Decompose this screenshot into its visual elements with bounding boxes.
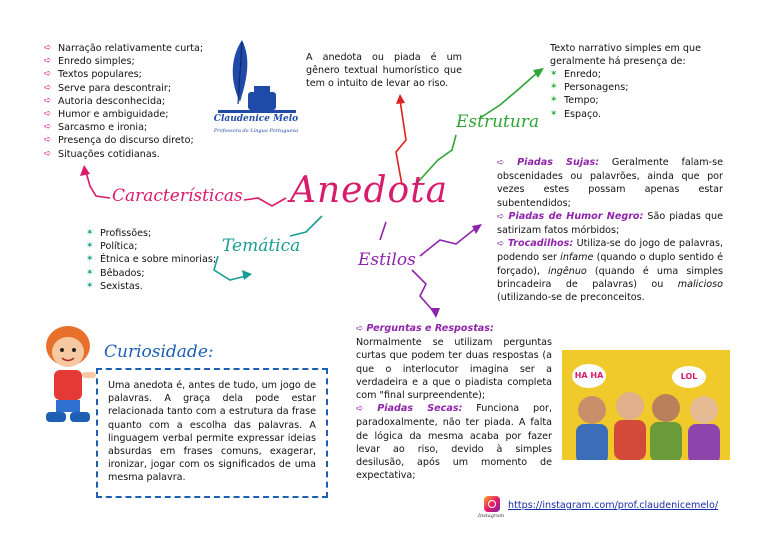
list-item: ✶ Política;	[86, 241, 138, 253]
arrow-bullet-icon: ➪	[44, 95, 52, 106]
estilo-sujas: ➪ Piadas Sujas: Geralmente falam-se obscenidades ou palavrões, ainda que por vezes estes possam apenas estar subentendidos;	[497, 157, 723, 209]
arrow-bullet-icon: ➪	[44, 109, 52, 120]
estilo-secas: ➪ Piadas Secas: Funciona por, paradoxalmente, não ter piada. A falta de lógica da mesma acaba por fazer levar ao riso, devido à simples desilusão, após um momento de expectativa;	[356, 403, 552, 482]
arrow-estilos-right	[420, 228, 476, 256]
star-bullet-icon: ✶	[86, 254, 94, 265]
star-bullet-icon: ✶	[550, 69, 558, 79]
star-bullet-icon: ✶	[86, 228, 94, 238]
list-item: ➪ Presença do discurso direto;	[44, 135, 194, 147]
list-item: ➪ Enredo simples;	[44, 56, 135, 68]
list-item: ✶ Sexistas.	[86, 280, 143, 292]
arrow-bullet-icon: ➪	[497, 239, 508, 250]
list-item: ➪ Humor e ambiguidade;	[44, 109, 169, 121]
logo-subtitle: Professora de Língua Portuguesa	[213, 128, 299, 134]
list-item: ✶ Tempo;	[550, 95, 599, 107]
arrow-bullet-icon: ➪	[356, 324, 367, 334]
arrow-tematica	[290, 216, 322, 236]
speech-bubble-lol: LOL	[672, 366, 706, 388]
caracteristicas-list	[44, 42, 203, 161]
arrow-bullet-icon: ➪	[44, 56, 52, 67]
list-item: ➪ Narração relativamente curta;	[44, 43, 204, 54]
estilos-types-2	[356, 322, 552, 482]
arrow-bullet-icon: ➪	[497, 158, 518, 168]
speech-bubble-haha: HA HA	[572, 364, 606, 388]
instagram-caption: Instagram	[478, 513, 505, 519]
instagram-link[interactable]: https://instagram.com/prof.claudenicemelo/	[508, 500, 719, 511]
arrow-tematica-2	[214, 256, 246, 280]
arrow-caracteristicas-2	[86, 172, 110, 198]
star-bullet-icon: ✶	[550, 82, 558, 93]
list-item: ✶ Espaço.	[550, 108, 602, 120]
list-item: ➪ Serve para descontrair;	[44, 82, 172, 94]
list-item: ✶ Personagens;	[550, 82, 629, 94]
list-item: ✶ Étnica e sobre minorias;	[86, 254, 217, 266]
logo-name: Claudenice Melo	[213, 114, 299, 124]
tematica-list	[86, 227, 216, 293]
list-item: ✶ Profissões;	[86, 228, 152, 239]
arrow-estilos	[380, 222, 386, 240]
list-item: ➪ Textos populares;	[44, 69, 142, 81]
arrow-bullet-icon: ➪	[44, 122, 52, 133]
center-title: Anedota	[290, 170, 449, 211]
arrow-bullet-icon: ➪	[44, 135, 52, 146]
list-item: ➪ Autoria desconhecida;	[44, 95, 166, 107]
estrutura-intro: Texto narrativo simples em que geralmente há presença de:	[550, 43, 701, 68]
arrow-estilos-down	[412, 270, 434, 312]
definition-text: A anedota ou piada é um gênero textual humorístico que tem o intuito de levar ao riso.	[306, 52, 462, 90]
estilos-types	[497, 156, 723, 304]
curiosidade-label: Curiosidade:	[104, 342, 214, 362]
arrow-caracteristicas	[244, 198, 286, 206]
curiosidade-box	[96, 368, 328, 498]
list-item: ✶ Enredo;	[550, 69, 601, 80]
estilo-perguntas: ➪ Perguntas e Respostas: Normalmente se utilizam perguntas curtas que podem ter duas respostas (a que o interlocutor imagina ser a verdadeira e a que o piadista completa com "final surpreendente);	[356, 323, 552, 402]
arrow-bullet-icon: ➪	[497, 211, 509, 222]
arrow-bullet-icon: ➪	[44, 69, 52, 80]
caracteristicas-label: Características	[112, 186, 243, 206]
arrow-bullet-icon: ➪	[44, 43, 52, 53]
star-bullet-icon: ✶	[86, 241, 94, 252]
star-bullet-icon: ✶	[550, 95, 558, 106]
logo	[212, 38, 300, 148]
list-item: ➪ Situações cotidianas.	[44, 148, 160, 160]
estilo-humor-negro: ➪ Piadas de Humor Negro: São piadas que satirizam fatos mórbidos;	[497, 210, 723, 237]
cartoon-boy	[38, 320, 102, 432]
quill-ink-icon	[212, 38, 300, 118]
star-bullet-icon: ✶	[550, 108, 558, 119]
star-bullet-icon: ✶	[86, 280, 94, 291]
list-item: ✶ Bêbados;	[86, 267, 145, 279]
estilo-trocadilhos: ➪ Trocadilhos: Utiliza-se do jogo de palavras, podendo ser infame (quando o duplo sentido é forçado), ingênuo (quando é uma simples brincadeira de palavras) ou malicioso (utilizando-se de preconceitos.	[497, 238, 724, 304]
laughing-people-photo	[562, 350, 730, 460]
arrow-bullet-icon: ➪	[44, 148, 52, 159]
instagram-icon[interactable]	[484, 496, 500, 512]
list-item: ➪ Sarcasmo e ironia;	[44, 122, 148, 134]
estrutura-label: Estrutura	[456, 112, 540, 132]
star-bullet-icon: ✶	[86, 267, 94, 278]
arrow-bullet-icon: ➪	[44, 82, 52, 93]
boy-illustration-icon	[38, 320, 102, 432]
estilos-label: Estilos	[358, 250, 416, 270]
estrutura-list	[550, 68, 628, 121]
arrow-bullet-icon: ➪	[356, 404, 378, 415]
tematica-label: Temática	[222, 236, 301, 256]
curiosidade-text: Uma anedota é, antes de tudo, um jogo de palavras. A graça dela pode estar relacionada tanto com a estrutura da frase quanto com a escolha das palavras. A linguagem verbal permite expressar ideias absurdas em frases comuns, exagerar, ironizar, jogar com os significados de uma mesma palavra.	[108, 380, 316, 484]
